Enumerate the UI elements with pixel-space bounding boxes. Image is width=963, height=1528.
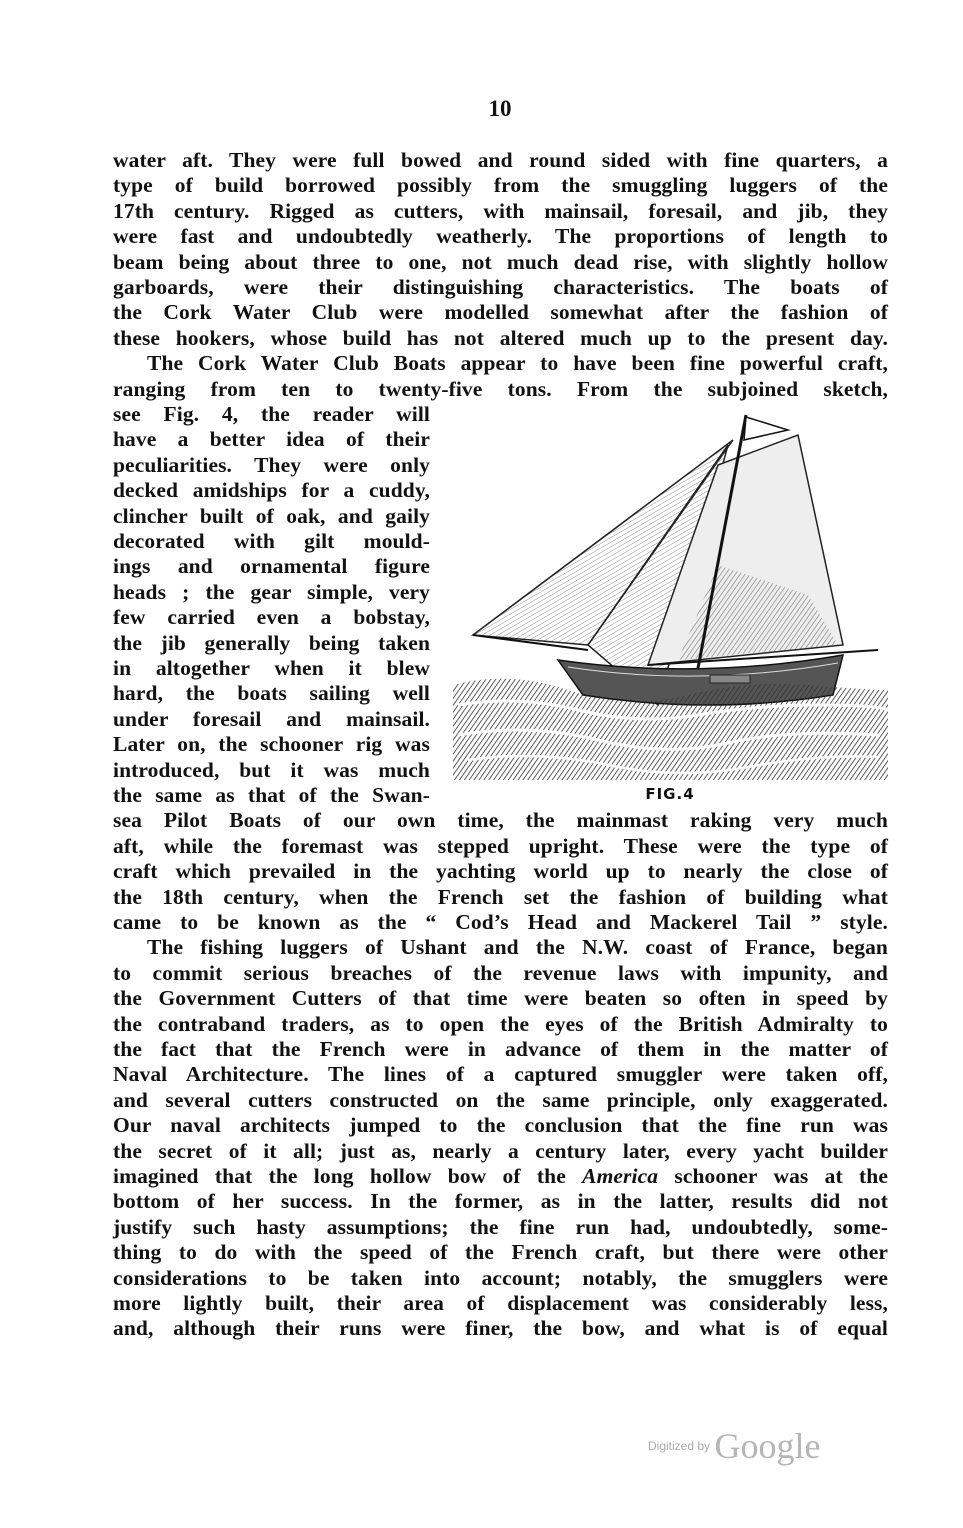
text-line: Naval Architecture. The lines of a captured smuggler were taken off,: [113, 1062, 888, 1087]
figure-caption: FIG.4: [645, 785, 695, 803]
text-line: garboards, were their distinguishing characteristics. The boats of: [113, 275, 888, 299]
text-line: the same as that of the Swan-: [113, 783, 430, 807]
text-segment: imagined that the long hollow bow of the: [113, 1164, 583, 1188]
text-line: few carried even a bobstay,: [113, 605, 430, 630]
text-line: ings and ornamental figure: [113, 554, 430, 579]
text-line: introduced, but it was much: [113, 757, 430, 782]
text-line: the Government Cutters of that time were beaten so often in speed by: [113, 986, 888, 1011]
text-line: considerations to be taken into account; notably, the smugglers were: [113, 1265, 888, 1290]
google-logo: Google: [714, 1426, 821, 1466]
text-line: The fishing luggers of Ushant and the N.W. coast of France, began: [147, 935, 888, 960]
text-line: ranging from ten to twenty-five tons. From the subjoined sketch,: [113, 376, 888, 401]
text-line: in altogether when it blew: [113, 656, 430, 680]
text-line: came to be known as the “ Cod’s Head and Mackerel Tail ” style.: [113, 910, 888, 934]
text-line: and several cutters constructed on the same principle, only exaggerated.: [113, 1087, 888, 1112]
text-line: the 18th century, when the French set the fashion of building what: [113, 884, 888, 909]
text-line: Our naval architects jumped to the conclusion that the fine run was: [113, 1113, 888, 1138]
digitized-by-google-watermark: [648, 1425, 820, 1467]
text-line: the contraband traders, as to open the eyes of the British Admiralty to: [113, 1011, 888, 1036]
text-line: [113, 1163, 888, 1189]
text-line: under foresail and mainsail.: [113, 706, 430, 731]
text-line: the Cork Water Club were modelled somewhat after the fashion of: [113, 300, 888, 325]
text-line: aft, while the foremast was stepped upright. These were the type of: [113, 833, 888, 858]
text-line: thing to do with the speed of the French craft, but there were other: [113, 1240, 888, 1265]
text-segment: schooner was at the: [658, 1164, 889, 1188]
text-line: craft which prevailed in the yachting world up to nearly the close of: [113, 859, 888, 884]
text-line: the jib generally being taken: [113, 630, 430, 655]
text-line: justify such hasty assumptions; the fine run had, undoubtedly, some-: [113, 1214, 888, 1239]
text-line: the secret of it all; just as, nearly a century later, every yacht builder: [113, 1138, 888, 1163]
text-line: have a better idea of their: [113, 427, 430, 452]
text-line: were fast and undoubtedly weatherly. The proportions of length to: [113, 224, 888, 249]
text-line: peculiarities. They were only: [113, 452, 430, 477]
text-line: sea Pilot Boats of our own time, the mainmast raking very much: [113, 808, 888, 833]
text-line: these hookers, whose build has not altered much up to the present day.: [113, 325, 888, 350]
text-line: the fact that the French were in advance of them in the matter of: [113, 1037, 888, 1061]
page-number: 10: [488, 96, 512, 121]
text-line: Later on, the schooner rig was: [113, 732, 430, 757]
text-line: to commit serious breaches of the revenue laws with impunity, and: [113, 960, 888, 985]
italic-ship-name: America: [582, 1164, 659, 1188]
text-line: and, although their runs were finer, the bow, and what is of equal: [113, 1316, 888, 1341]
text-line: The Cork Water Club Boats appear to have been fine powerful craft,: [147, 351, 888, 376]
watermark-prefix: Digitized by: [648, 1439, 711, 1453]
text-line: clincher built of oak, and gaily: [113, 503, 430, 528]
text-line: decorated with gilt mould-: [113, 529, 430, 553]
text-line: hard, the boats sailing well: [113, 681, 430, 706]
text-line: water aft. They were full bowed and round sided with fine quarters, a: [113, 148, 888, 172]
text-line: bottom of her success. In the former, as in the latter, results did not: [113, 1189, 888, 1214]
text-line: decked amidships for a cuddy,: [113, 478, 430, 503]
text-line: heads ; the gear simple, very: [113, 579, 430, 604]
text-line: 17th century. Rigged as cutters, with mainsail, foresail, and jib, they: [113, 198, 888, 223]
text-line: beam being about three to one, not much dead rise, with slightly hollow: [113, 249, 888, 274]
sailboat-illustration: [448, 405, 888, 785]
text-line: see Fig. 4, the reader will: [113, 402, 430, 426]
text-line: more lightly built, their area of displacement was considerably less,: [113, 1291, 888, 1315]
text-line: type of build borrowed possibly from the smuggling luggers of the: [113, 173, 888, 198]
